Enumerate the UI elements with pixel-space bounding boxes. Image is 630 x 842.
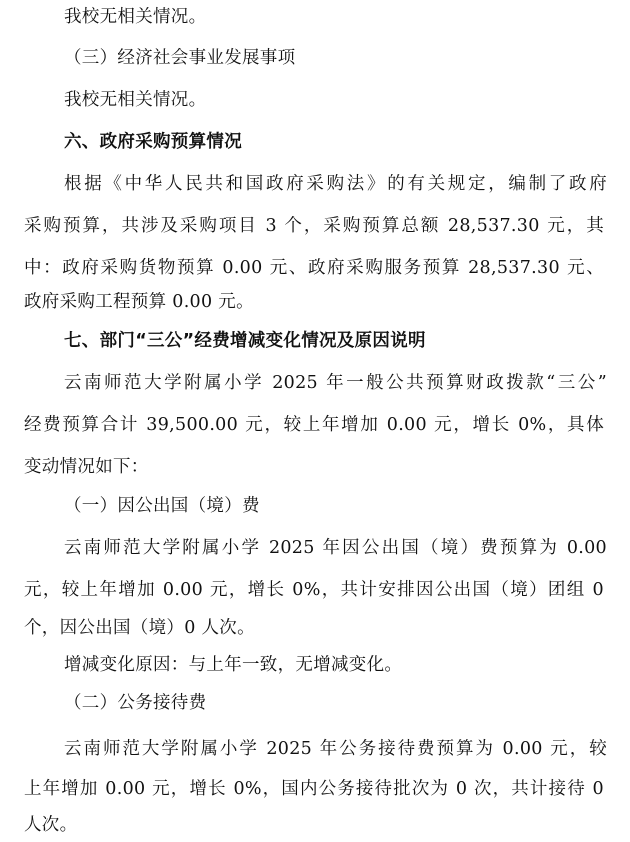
paragraph-6-line-1: 根据《中华人民共和国政府采购法》的有关规定，编制了政府 — [64, 174, 607, 194]
paragraph-9-line-3: 人次。 — [24, 815, 78, 835]
text-line-1: 我校无相关情况。 — [64, 7, 207, 27]
paragraph-6-line-2: 采购预算，共涉及采购项目 3 个，采购预算总额 28,537.30 元，其 — [24, 216, 604, 236]
paragraph-7-line-3: 变动情况如下： — [24, 457, 149, 477]
text-line-3: 我校无相关情况。 — [64, 90, 207, 110]
subsection-heading-3: （三）经济社会事业发展事项 — [64, 48, 296, 68]
paragraph-8-line-3: 个，因公出国（境）0 人次。 — [24, 618, 255, 638]
paragraph-8-line-1: 云南师范大学附属小学 2025 年因公出国（境）费预算为 0.00 — [64, 538, 607, 558]
change-reason-line: 增减变化原因：与上年一致，无增减变化。 — [64, 655, 403, 675]
paragraph-9-line-2: 上年增加 0.00 元，增长 0%，国内公务接待批次为 0 次，共计接待 0 — [24, 779, 604, 799]
section-heading-7: 七、部门“三公”经费增减变化情况及原因说明 — [64, 331, 426, 351]
paragraph-6-line-4: 政府采购工程预算 0.00 元。 — [24, 292, 254, 312]
subsection-heading-1: （一）因公出国（境）费 — [64, 496, 260, 516]
section-heading-6: 六、政府采购预算情况 — [64, 132, 242, 152]
paragraph-7-line-2: 经费预算合计 39,500.00 元，较上年增加 0.00 元，增长 0%，具体 — [24, 415, 604, 435]
paragraph-9-line-1: 云南师范大学附属小学 2025 年公务接待费预算为 0.00 元，较 — [64, 739, 607, 759]
subsection-heading-2: （二）公务接待费 — [64, 693, 207, 713]
paragraph-7-line-1: 云南师范大学附属小学 2025 年一般公共预算财政拨款“三公” — [64, 373, 607, 393]
paragraph-6-line-3: 中：政府采购货物预算 0.00 元、政府采购服务预算 28,537.30 元、 — [24, 258, 604, 278]
paragraph-8-line-2: 元，较上年增加 0.00 元，增长 0%，共计安排因公出国（境）团组 0 — [24, 580, 604, 600]
